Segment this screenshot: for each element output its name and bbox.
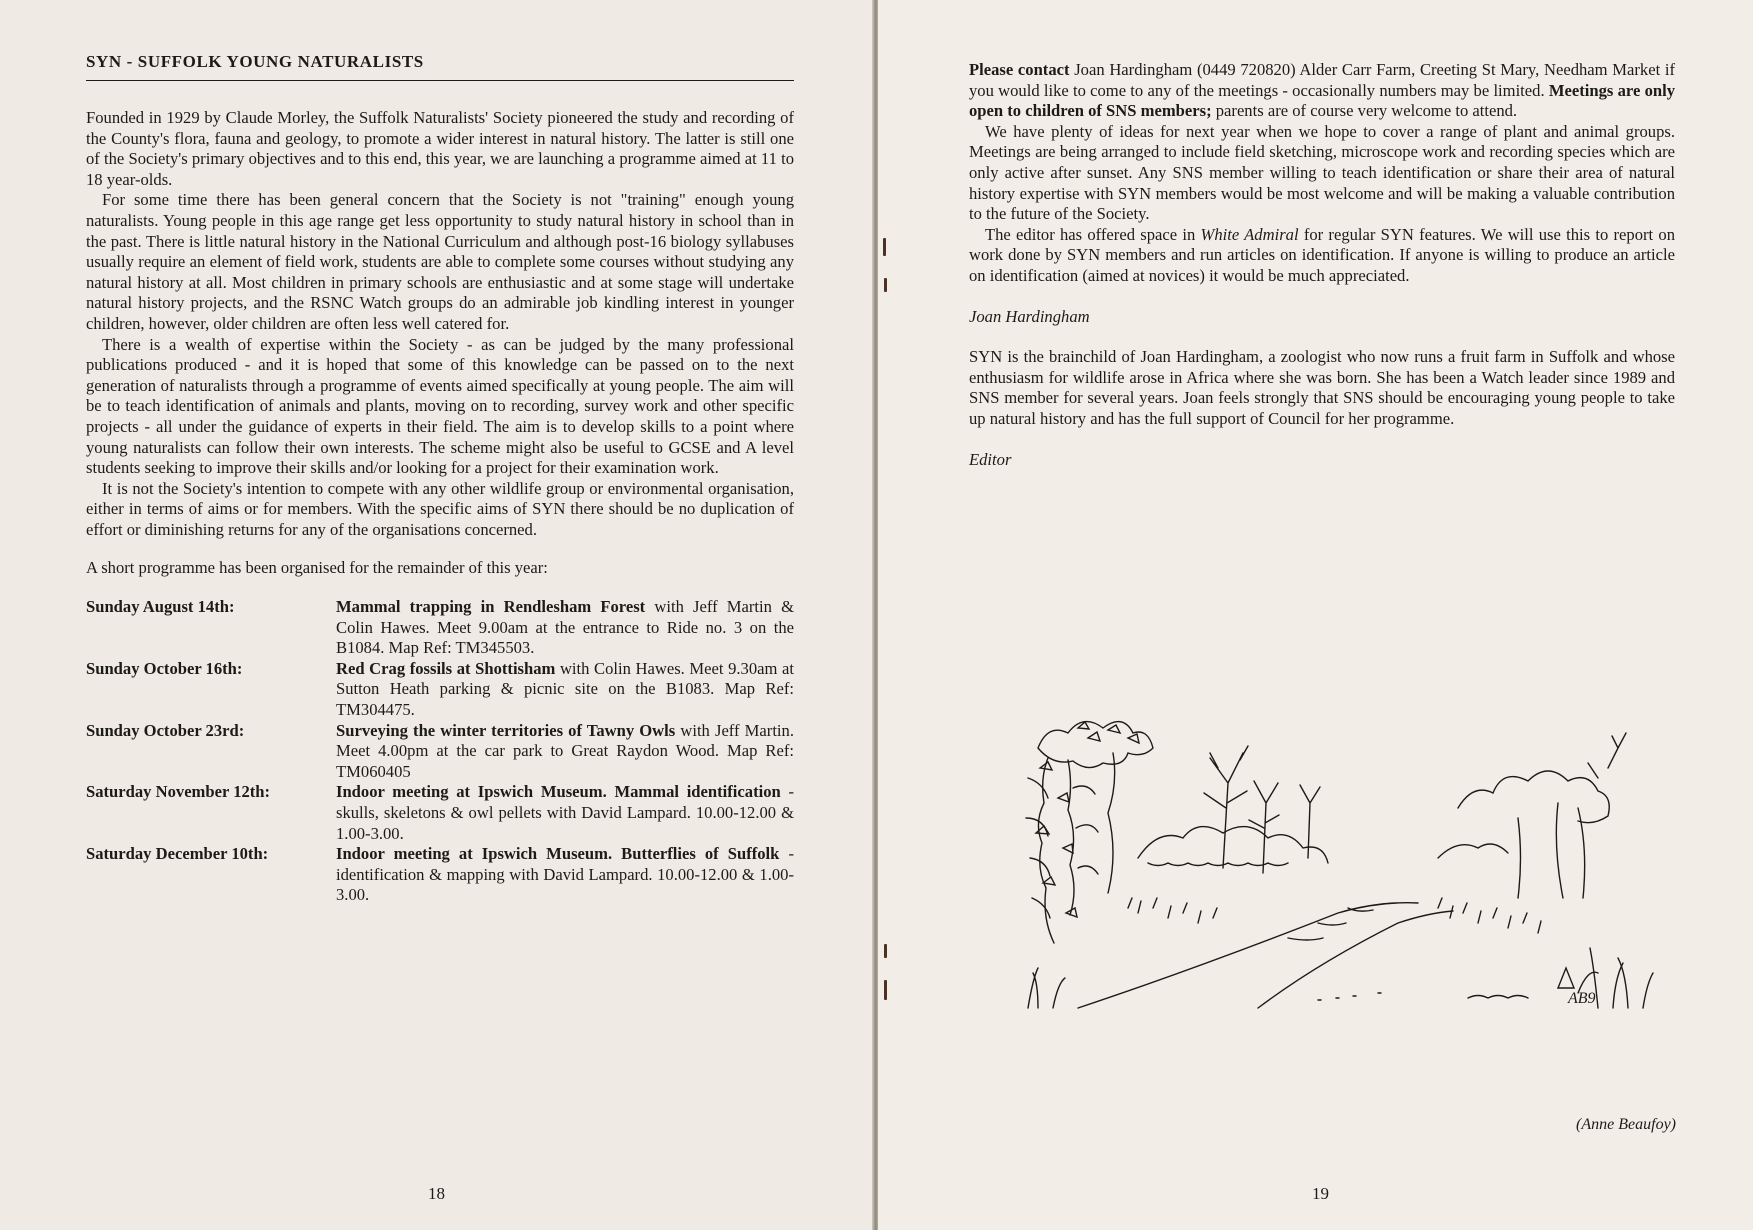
event-details: with Colin Hawes. Meet 9.30am at Sutton Heath parking & picnic site on the B1083. Map Ref: TM304475. [336,658,794,720]
margin-mark [883,238,886,256]
spacer [969,430,1675,450]
contact-paragraph [969,60,1675,122]
event-details: - skulls, skeletons & owl pellets with David Lampard. 10.00-12.00 & 1.00-3.00. [336,782,794,843]
event-description [336,721,794,783]
programme-list [86,597,794,906]
event-date: Sunday August 14th: [86,597,235,617]
event-date: Sunday October 16th: [86,658,243,678]
signature-editor: Editor [969,449,1012,469]
programme-item [86,659,794,721]
programme-intro: A short programme has been organised for the remainder of this year: [86,558,548,578]
contact-end: parents are of course very welcome to attend. [1211,101,1518,121]
programme-item [86,844,794,906]
para3-start: The editor has offered space in [985,224,1201,244]
programme-item [86,782,794,844]
bio-paragraph: SYN is the brainchild of Joan Hardingham, a zoologist who now runs a fruit farm in Suffolk and whose enthusiasm for wildlife arose in Africa where she was born. She has been a Watch leader since 1989 and SNS member for several years. Joan feels strongly that SNS should be encouraging young people to take up natural history and has the full support of Council for her programme. [969,347,1675,428]
paragraph-1: Founded in 1929 by Claude Morley, the Suffolk Naturalists' Society pioneered the study and recording of the County's flora, fauna and geology, to promote a wider interest in natural history. The latter is still one of the Society's primary objectives and to this end, this year, we are launching a programme aimed at 11 to 18 year-olds. [86,108,794,189]
paragraph-2: For some time there has been general concern that the Society is not "training" enough young naturalists. Young people in this age range get less opportunity to study natural history in school than in the past. There is little natural history in the National Curriculum and although post-16 biology syllabuses usually require an element of field work, students are able to complete some courses without studying any natural history at all. Most children in primary schools are enthusiastic and at some stage will undertake natural history projects, and the RSNC Watch groups do an admirable job kindling interest in younger children, however, older children are often less well catered for. [86,190,794,333]
programme-item [86,721,794,783]
programme-item [86,597,794,659]
illustration-signature: AB9 [1568,990,1596,1007]
spacer [969,327,1675,347]
event-title: Indoor meeting at Ipswich Museum. Butterflies of Suffolk [336,844,780,864]
event-details: with Jeff Martin. Meet 4.00pm at the car park to Great Raydon Wood. Map Ref: TM060405 [336,720,794,781]
margin-mark [884,278,887,292]
magazine-title: White Admiral [1200,224,1299,244]
event-title: Red Crag fossils at Shottisham [336,658,556,678]
event-description [336,597,794,659]
spacer [969,287,1675,307]
signature-author: Joan Hardingham [969,306,1090,326]
event-title: Surveying the winter territories of Tawny Owls [336,720,676,740]
woodland-path-illustration [1018,708,1658,1018]
event-details: with Jeff Martin & Colin Hawes. Meet 9.00am at the entrance to Ride no. 3 on the B1084. Map Ref: TM345503. [336,597,794,658]
event-date: Saturday December 10th: [86,844,269,864]
event-description [336,844,794,906]
paragraph-3: There is a wealth of expertise within the Society - as can be judged by the many professional publications produced - and it is hoped that some of this knowledge can be passed on to the next generation of naturalists through a programme of events aimed specifically at young people. The aim will be to teach identification of animals and plants, moving on to recording, survey work and other specific projects - all under the guidance of experts in their field. The aim is to develop skills to a point where young naturalists can follow their own interests. The scheme might also be useful to GCSE and A level students seeking to improve their skills and/or looking for a project for their examination work. [86,334,794,478]
paragraph-4: It is not the Society's intention to compete with any other wildlife group or environmental organisation, either in terms of aims or for members. With the specific aims of SYN there should be no duplication of effort or diminishing returns for any of the organisations concerned. [86,478,794,539]
event-title: Mammal trapping in Rendlesham Forest [336,597,646,617]
event-date: Sunday October 23rd: [86,720,245,740]
contact-lead: Please contact [969,60,1070,79]
event-description [336,782,794,844]
article-body-left [86,108,794,906]
page-number-right: 19 [1312,1184,1329,1203]
page-number-left: 18 [428,1184,445,1203]
contact-emphasis: Meetings are only open to children of SNS members; [969,80,1675,121]
event-title: Indoor meeting at Ipswich Museum. Mammal identification [336,782,781,802]
paragraph-editor-space [969,225,1675,287]
contact-text: Joan Hardingham (0449 720820) Alder Carr Farm, Creeting St Mary, Needham Market if you would like to come to any of the meetings - occasionally numbers may be limited. [969,60,1675,100]
article-heading: SYN - SUFFOLK YOUNG NATURALISTS [86,52,794,81]
paragraph-ideas: We have plenty of ideas for next year when we hope to cover a range of plant and animal groups. Meetings are being arranged to include field sketching, microscope work and recording species which are only active after sunset. Any SNS member willing to teach identification or share their area of natural history expertise with SYN members would be most welcome and will be making a valuable contribution to the future of the Society. [969,121,1675,224]
event-date: Saturday November 12th: [86,782,271,802]
illustration-credit: (Anne Beaufoy) [1576,1116,1676,1133]
margin-mark [884,980,887,1000]
article-body-right [969,60,1675,470]
left-page [0,0,874,1230]
margin-mark [884,944,887,958]
event-details: - identification & mapping with David Lampard. 10.00-12.00 & 1.00-3.00. [336,844,794,905]
event-description [336,659,794,721]
para3-end: for regular SYN features. We will use this to report on work done by SYN members and run articles on identification. If anyone is willing to produce an article on identification (aimed at novices) it would be much appreciated. [969,224,1675,285]
